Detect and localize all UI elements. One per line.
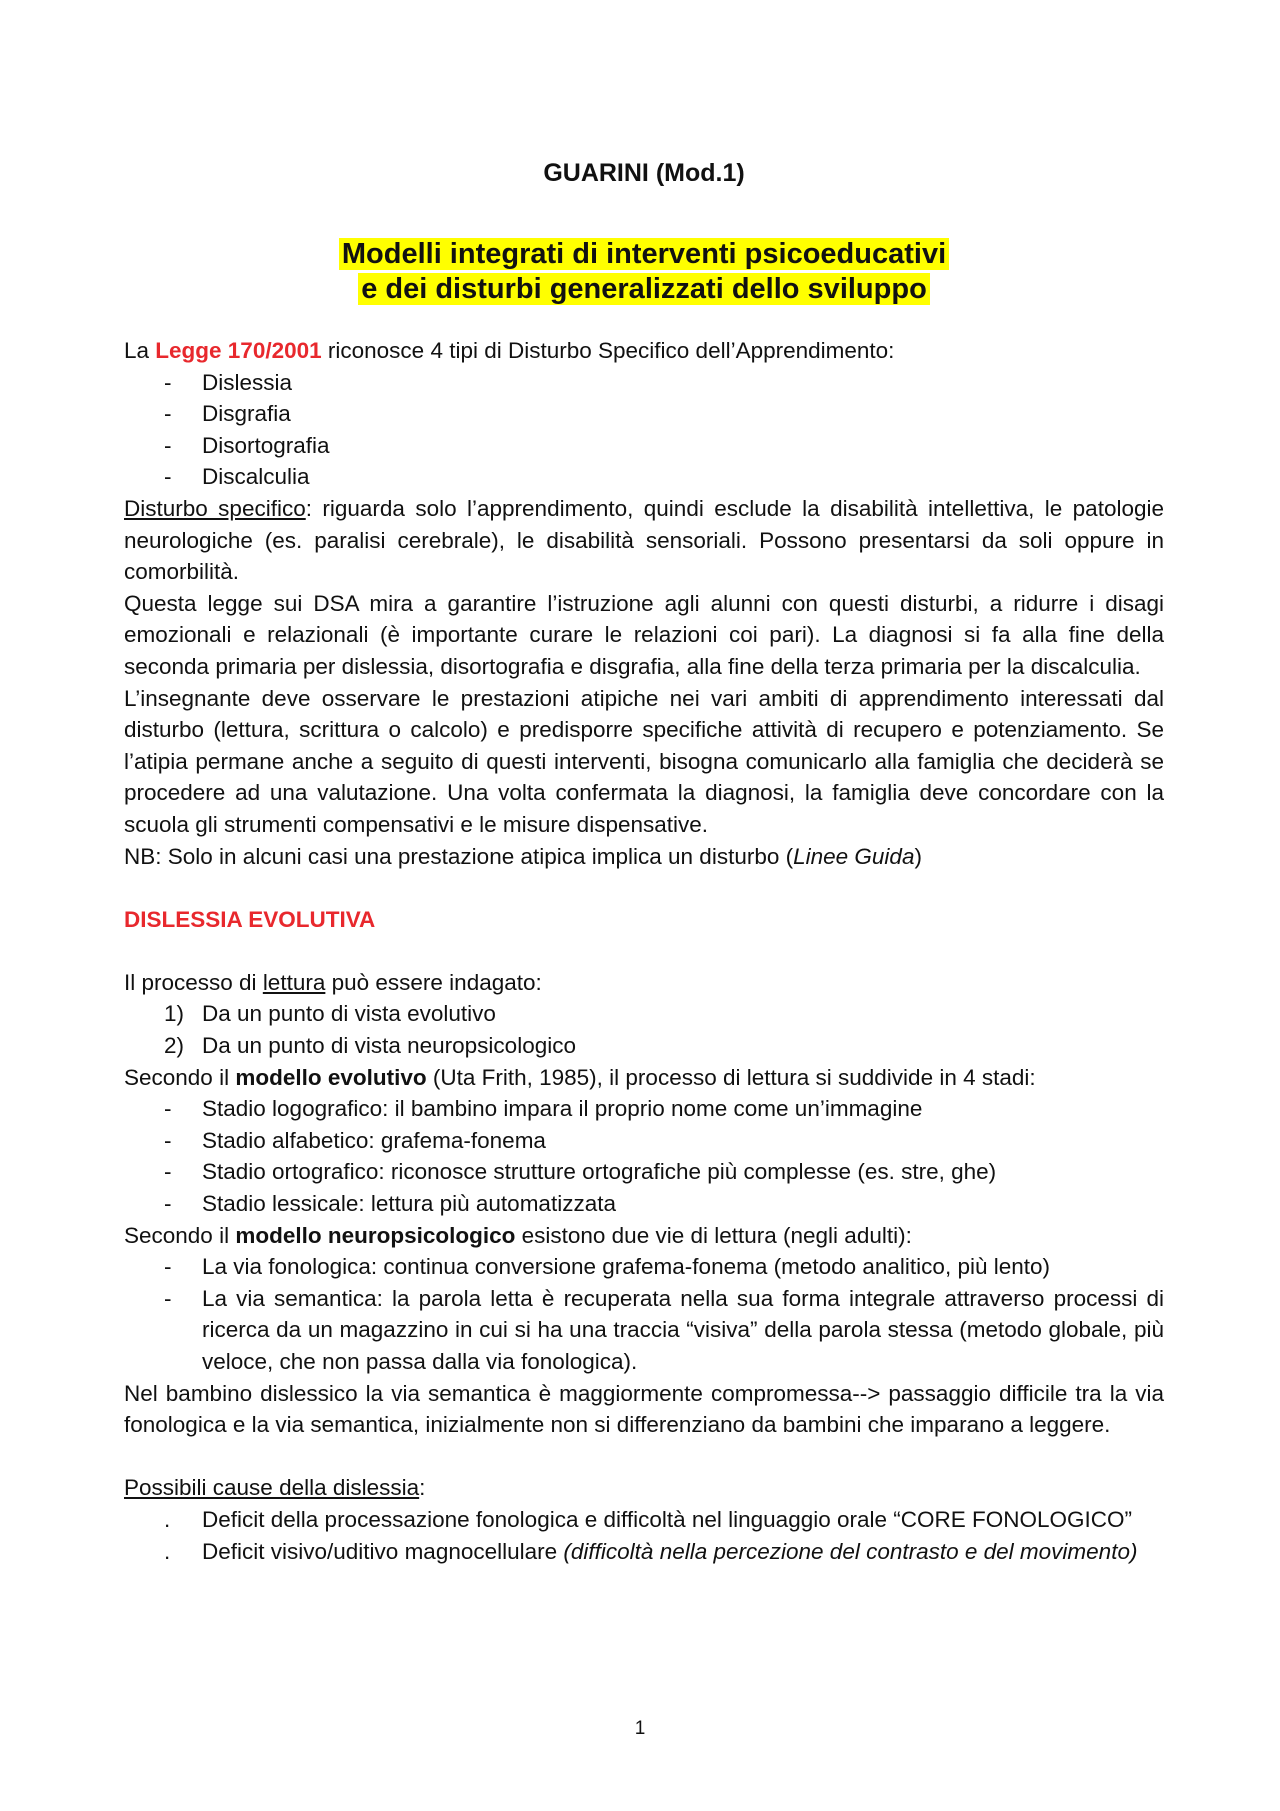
reading-pre: Il processo di	[124, 969, 263, 995]
causes-title: Possibili cause della dislessia	[124, 1475, 420, 1501]
list-marker: -	[164, 401, 172, 427]
nb-pre: NB: Solo in alcuni casi una prestazione atipica implica un disturbo (	[124, 843, 794, 869]
list-marker: -	[164, 369, 172, 395]
list-item	[124, 430, 1164, 462]
routes-list	[124, 1251, 1164, 1377]
list-item	[124, 1283, 1164, 1378]
list-marker: -	[164, 1285, 172, 1311]
reading-term: lettura	[262, 969, 326, 995]
causes-list	[124, 1504, 1164, 1567]
dyslexic-child-paragraph: Nel bambino dislessico la via semantica è maggiormente compromessa--> passaggio difficile tra la via fonologica e la via semantica, inizialmente non si differenziano da bambini che imparano a leggere.	[124, 1380, 1164, 1438]
list-item-text: Discalculia	[202, 464, 310, 490]
list-item	[124, 1093, 1164, 1125]
evo-pre: Secondo il	[124, 1064, 236, 1090]
list-item	[124, 398, 1164, 430]
intro-post: riconosce 4 tipi di Disturbo Specifico dell’Apprendimento:	[321, 338, 895, 363]
reading-paragraph	[124, 967, 1164, 999]
list-item	[124, 1536, 1164, 1568]
list-item	[124, 461, 1164, 493]
list-item	[124, 1156, 1164, 1188]
list-item-text: Dislessia	[202, 369, 293, 395]
list-item	[124, 1188, 1164, 1220]
page-content	[124, 155, 1164, 1567]
list-item-text: Da un punto di vista neuropsicologico	[202, 1033, 576, 1059]
list-marker: -	[164, 1191, 172, 1217]
list-marker: 2)	[164, 1033, 185, 1059]
main-title	[124, 237, 1164, 307]
views-list	[124, 998, 1164, 1061]
specific-disorder-term: Disturbo specifico	[124, 495, 306, 521]
list-item-text: Disortografia	[202, 432, 330, 458]
list-marker: -	[164, 1159, 172, 1185]
list-item-text: La via semantica: la parola letta è recuperata nella sua forma integrale attraverso processi di ricerca da un magazzino in cui si ha una traccia “visiva” della parola stessa (metodo globale, più veloce, che non passa dalla via fonologica).	[202, 1285, 1164, 1374]
dsa-types-list	[124, 367, 1164, 493]
section-heading-dyslexia: DISLESSIA EVOLUTIVA	[124, 906, 376, 932]
evo-bold: modello evolutivo	[235, 1064, 427, 1090]
nb-italic: Linee Guida	[793, 843, 915, 869]
list-marker: -	[164, 432, 172, 458]
specific-disorder-text: : riguarda solo l’apprendimento, quindi esclude la disabilità intellettiva, le patologie neurologiche (es. paralisi cerebrale), le disabilità sensoriali. Possono presentarsi da soli oppure in comorbilità.	[124, 495, 1164, 585]
list-marker: .	[164, 1506, 171, 1532]
list-item-italic: (difficoltà nella percezione del contrasto e del movimento)	[563, 1538, 1138, 1564]
stages-list	[124, 1093, 1164, 1219]
reading-post: può essere indagato:	[325, 969, 542, 995]
neuro-model-paragraph	[124, 1220, 1164, 1252]
list-item	[124, 1030, 1164, 1062]
neuro-bold: modello neuropsicologico	[235, 1222, 516, 1248]
specific-disorder-paragraph	[124, 493, 1164, 588]
list-marker: -	[164, 1096, 172, 1122]
course-title: GUARINI (Mod.1)	[543, 159, 745, 187]
list-item	[124, 1504, 1164, 1536]
list-item-text: Da un punto di vista evolutivo	[202, 1001, 496, 1027]
main-title-line-2: e dei disturbi generalizzati dello sviluppo	[358, 273, 930, 305]
list-marker: -	[164, 1127, 172, 1153]
causes-heading	[124, 1472, 1164, 1504]
neuro-pre: Secondo il	[124, 1222, 236, 1248]
evo-post: (Uta Frith, 1985), il processo di lettura si suddivide in 4 stadi:	[426, 1064, 1036, 1090]
list-item-text: Stadio lessicale: lettura più automatizzata	[202, 1191, 616, 1217]
list-marker: 1)	[164, 1001, 185, 1027]
list-item	[124, 1125, 1164, 1157]
nb-post: )	[914, 843, 922, 869]
teacher-paragraph: L’insegnante deve osservare le prestazioni atipiche nei vari ambiti di apprendimento interessati dal disturbo (lettura, scrittura o calcolo) e predisporre specifiche attività di recupero e potenziamento. Se l’atipia permane anche a seguito di questi interventi, bisogna comunicarlo alla famiglia che deciderà se procedere ad una valutazione. Una volta confermata la diagnosi, la famiglia deve concordare con la scuola gli strumenti compensativi e le misure dispensative.	[124, 685, 1164, 837]
list-item-text: Stadio logografico: il bambino impara il proprio nome come un’immagine	[202, 1096, 923, 1122]
law-reference: Legge 170/2001	[155, 338, 322, 363]
list-item-text: La via fonologica: continua conversione grafema-fonema (metodo analitico, più lento)	[202, 1254, 1051, 1280]
nb-paragraph	[124, 841, 1164, 873]
list-item	[124, 1251, 1164, 1283]
list-marker: .	[164, 1538, 171, 1564]
intro-pre: La	[124, 338, 156, 363]
main-title-line-1: Modelli integrati di interventi psicoeducativi	[339, 238, 949, 270]
neuro-post: esistono due vie di lettura (negli adulti):	[515, 1222, 912, 1248]
causes-colon: :	[419, 1475, 426, 1501]
list-item	[124, 367, 1164, 399]
list-item-text: Deficit della processazione fonologica e difficoltà nel linguaggio orale “CORE FONOLOGICO”	[202, 1506, 1133, 1532]
evolutionary-model-paragraph	[124, 1062, 1164, 1094]
list-item	[124, 998, 1164, 1030]
law-aim-paragraph: Questa legge sui DSA mira a garantire l’istruzione agli alunni con questi disturbi, a ridurre i disagi emozionali e relazionali (è importante curare le relazioni coi pari). La diagnosi si fa alla fine della seconda primaria per dislessia, disortografia e disgrafia, alla fine della terza primaria per la discalculia.	[124, 590, 1164, 679]
list-marker: -	[164, 1254, 172, 1280]
list-item-text: Stadio ortografico: riconosce strutture ortografiche più complesse (es. stre, ghe)	[202, 1159, 997, 1185]
list-marker: -	[164, 464, 172, 490]
list-item-text: Stadio alfabetico: grafema-fonema	[202, 1127, 546, 1153]
page-number: 1	[634, 1718, 646, 1739]
list-item-text: Deficit visivo/uditivo magnocellulare	[202, 1538, 564, 1564]
intro-paragraph	[124, 335, 1164, 367]
list-item-text: Disgrafia	[202, 401, 291, 427]
spacer	[124, 1441, 1164, 1473]
